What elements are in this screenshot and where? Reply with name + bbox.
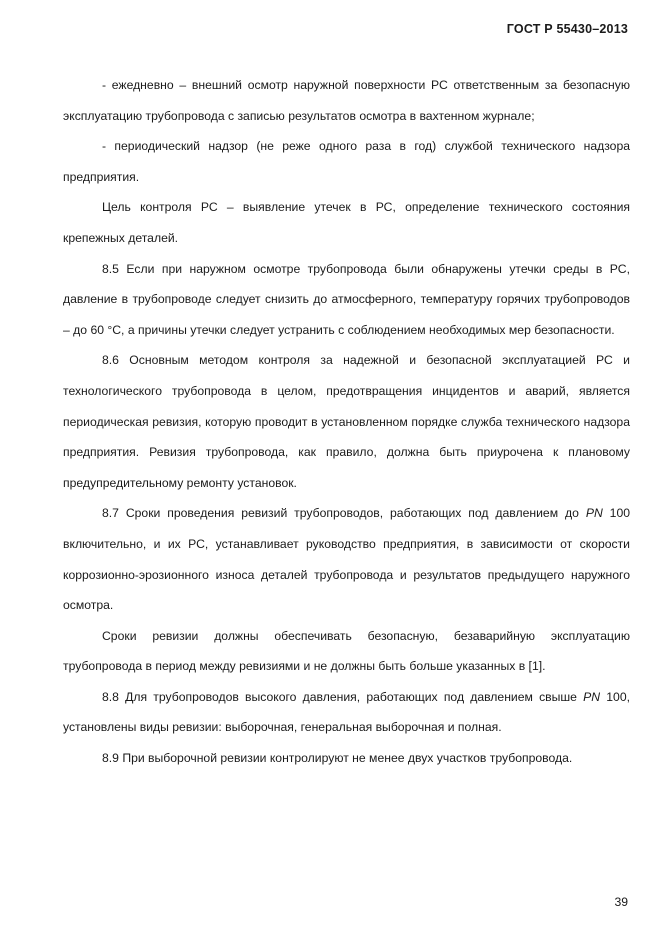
paragraph-revision-terms: Сроки ревизии должны обеспечивать безопасную, безаварийную эксплуатацию трубопровода в период между ревизиями и не должны быть больше указанных в [1].: [63, 628, 630, 674]
paragraph-periodic-supervision: - периодический надзор (не реже одного раза в год) службой технического надзора предприятия.: [63, 139, 630, 184]
paragraph-control-goal: Цель контроля РС – выявление утечек в РС, определение технического состояния крепежных деталей.: [63, 200, 630, 245]
paragraph-daily-inspection: - ежедневно – внешний осмотр наружной поверхности РС ответственным за безопасную эксплуатацию трубопровода с записью результатов осмотра в вахтенном журнале;: [63, 78, 630, 123]
paragraph-8-7-lead: 8.7 Сроки проведения ревизий трубопроводов, работающих под давлением до: [102, 506, 579, 521]
paragraph-8-9: 8.9 При выборочной ревизии контролируют не менее двух участков трубопровода.: [102, 751, 573, 766]
document-header: ГОСТ Р 55430–2013: [506, 22, 628, 36]
paragraph-8-6: 8.6 Основным методом контроля за надежной и безопасной эксплуатацией РС и технологического трубопровода в целом, предотвращения инцидентов и аварий, является периодическая ревизия, которую проводит в установленном порядке служба технического надзора предприятия. Ревизия трубопровода, как правило, должна быть приурочена к плановому предупредительному ремонту установок.: [63, 353, 630, 490]
page-number: 39: [614, 895, 628, 909]
paragraph-8-8-lead: 8.8 Для трубопроводов высокого давления, работающих под давлением свыше: [102, 689, 577, 704]
paragraph-8-5: 8.5 Если при наружном осмотре трубопровода были обнаружены утечки среды в РС, давление в трубопроводе следует снизить до атмосферного, температуру горячих трубопроводов – до 60 °С, а причины утечки следует устранить с соблюдением необходимых мер безопасности.: [63, 261, 630, 337]
paragraph-8-7: [63, 498, 630, 620]
pn-symbol: PN: [585, 506, 603, 521]
paragraph-8-8-rest: 100, установлены виды ревизии: выборочная, генеральная выборочная и полная.: [63, 689, 631, 735]
document-body: [63, 70, 630, 774]
paragraph-8-7-rest: 100 включительно, и их РС, устанавливает руководство предприятия, в зависимости от скорости коррозионно-эрозионного износа деталей трубопровода и результатов предыдущего наружного осмотра.: [63, 506, 631, 613]
pn-symbol: PN: [583, 689, 601, 704]
paragraph-8-8: [63, 682, 630, 743]
